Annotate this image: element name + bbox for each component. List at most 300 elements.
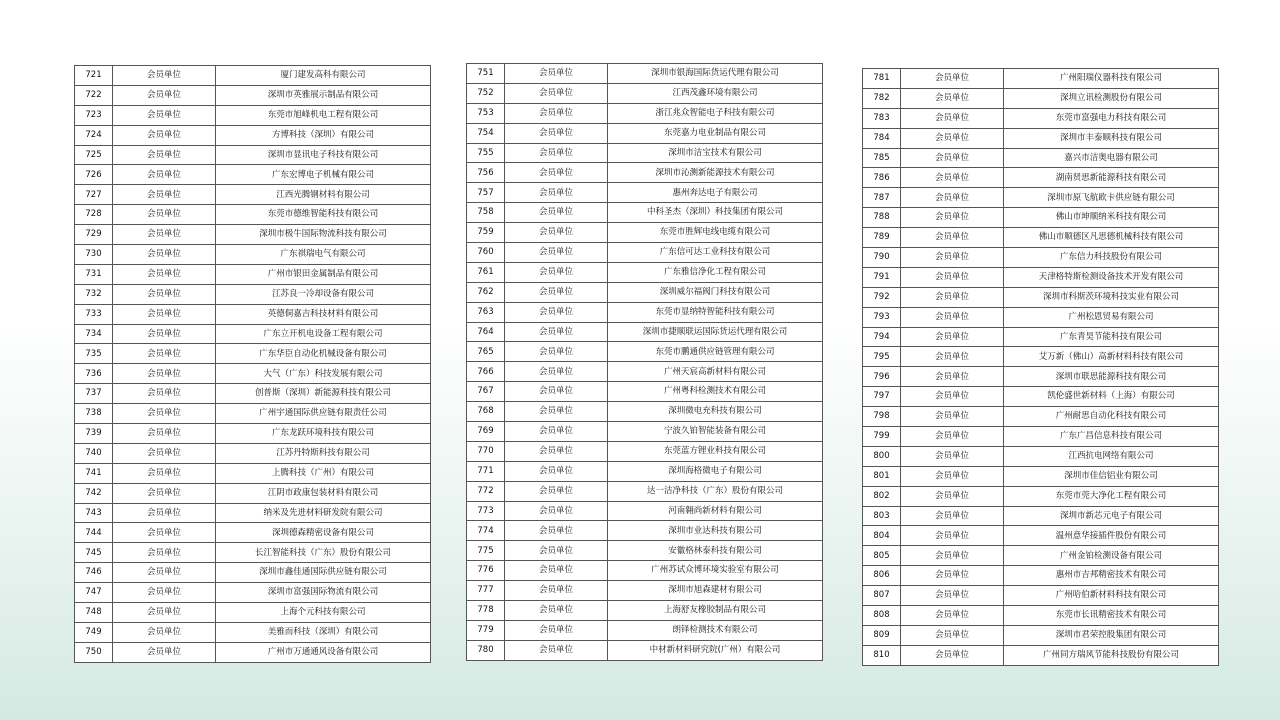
member-type: 会员单位 (901, 427, 1004, 447)
table-row (75, 105, 431, 125)
company-name: 广州粤科检测技术有限公司 (608, 382, 823, 402)
member-type: 会员单位 (505, 422, 608, 442)
member-type: 会员单位 (505, 83, 608, 103)
member-number: 803 (863, 506, 901, 526)
company-name: 深圳市新芯元电子有限公司 (1004, 506, 1219, 526)
company-name: 东莞市鹏通供应链管理有限公司 (608, 342, 823, 362)
table-row (75, 264, 431, 284)
table-row (467, 223, 823, 243)
company-name: 凯伦盛世新材料（上海）有限公司 (1004, 387, 1219, 407)
member-number: 780 (467, 640, 505, 660)
member-type: 会员单位 (505, 640, 608, 660)
table-row (467, 521, 823, 541)
member-type: 会员单位 (113, 563, 216, 583)
company-name: 安徽格林泰科技有限公司 (608, 541, 823, 561)
member-type: 会员单位 (901, 208, 1004, 228)
member-type: 会员单位 (113, 264, 216, 284)
member-number: 747 (75, 583, 113, 603)
member-number: 738 (75, 404, 113, 424)
table-row (75, 523, 431, 543)
member-number: 761 (467, 262, 505, 282)
member-number: 767 (467, 382, 505, 402)
table-row (467, 262, 823, 282)
table-row (75, 125, 431, 145)
member-type: 会员单位 (901, 407, 1004, 427)
company-name: 广州松恩贸易有限公司 (1004, 307, 1219, 327)
member-number: 743 (75, 503, 113, 523)
company-name: 天津格特斯检测设备技术开发有限公司 (1004, 267, 1219, 287)
member-number: 746 (75, 563, 113, 583)
table-row (863, 327, 1219, 347)
company-name: 达一洁净科技（广东）股份有限公司 (608, 481, 823, 501)
table-row (75, 503, 431, 523)
member-number: 787 (863, 188, 901, 208)
member-number: 771 (467, 461, 505, 481)
table-row (75, 384, 431, 404)
table-row (467, 342, 823, 362)
member-type: 会员单位 (901, 148, 1004, 168)
table-row (467, 382, 823, 402)
member-type: 会员单位 (113, 125, 216, 145)
company-name: 湖南贤思新能源科技有限公司 (1004, 168, 1219, 188)
table-row (75, 642, 431, 662)
member-number: 785 (863, 148, 901, 168)
table-row (863, 267, 1219, 287)
table-row (467, 282, 823, 302)
company-name: 东莞嘉力电业制品有限公司 (608, 123, 823, 143)
table-row (467, 541, 823, 561)
table-row (467, 441, 823, 461)
table-row (467, 143, 823, 163)
member-type: 会员单位 (505, 342, 608, 362)
table-row (75, 165, 431, 185)
member-table-1 (74, 65, 431, 663)
member-table-3 (862, 68, 1219, 666)
member-number: 801 (863, 466, 901, 486)
member-type: 会员单位 (901, 347, 1004, 367)
member-type: 会员单位 (113, 324, 216, 344)
member-number: 763 (467, 302, 505, 322)
member-type: 会员单位 (505, 461, 608, 481)
member-type: 会员单位 (505, 561, 608, 581)
company-name: 温州意华接插件股份有限公司 (1004, 526, 1219, 546)
member-table-2 (466, 63, 823, 661)
table-row (75, 583, 431, 603)
member-type: 会员单位 (901, 248, 1004, 268)
table-row (467, 481, 823, 501)
company-name: 江西抗电网络有限公司 (1004, 446, 1219, 466)
member-type: 会员单位 (505, 402, 608, 422)
company-name: 深圳市显讯电子科技有限公司 (216, 145, 431, 165)
member-number: 793 (863, 307, 901, 327)
member-number: 749 (75, 622, 113, 642)
member-type: 会员单位 (901, 287, 1004, 307)
member-type: 会员单位 (505, 243, 608, 263)
company-name: 广东华臣自动化机械设备有限公司 (216, 344, 431, 364)
company-name: 深圳市鑫佳通国际供应链有限公司 (216, 563, 431, 583)
company-name: 惠州奔达电子有限公司 (608, 183, 823, 203)
member-number: 759 (467, 223, 505, 243)
member-type: 会员单位 (113, 642, 216, 662)
member-type: 会员单位 (113, 384, 216, 404)
member-number: 722 (75, 85, 113, 105)
company-name: 深圳海格微电子有限公司 (608, 461, 823, 481)
member-type: 会员单位 (113, 145, 216, 165)
table-row (75, 205, 431, 225)
member-type: 会员单位 (505, 362, 608, 382)
company-name: 广州天宸高新材料有限公司 (608, 362, 823, 382)
company-name: 广州阳瑞仪器科技有限公司 (1004, 69, 1219, 89)
member-type: 会员单位 (505, 64, 608, 84)
member-type: 会员单位 (901, 128, 1004, 148)
member-type: 会员单位 (505, 501, 608, 521)
member-number: 721 (75, 66, 113, 86)
company-name: 深圳市英雅展示制品有限公司 (216, 85, 431, 105)
table-row (863, 367, 1219, 387)
member-type: 会员单位 (113, 404, 216, 424)
member-number: 782 (863, 88, 901, 108)
company-name: 浙江兆众智能电子科技有限公司 (608, 103, 823, 123)
table-row (467, 501, 823, 521)
table-row (467, 601, 823, 621)
table-row (863, 506, 1219, 526)
member-type: 会员单位 (113, 66, 216, 86)
member-number: 765 (467, 342, 505, 362)
member-type: 会员单位 (901, 506, 1004, 526)
company-name: 佛山市坤顺纳米科技有限公司 (1004, 208, 1219, 228)
company-name: 深圳德森精密设备有限公司 (216, 523, 431, 543)
company-name: 深圳市科斯茨环境科技实业有限公司 (1004, 287, 1219, 307)
company-name: 中材新材料研究院(广州）有限公司 (608, 640, 823, 660)
member-number: 797 (863, 387, 901, 407)
member-number: 779 (467, 620, 505, 640)
table-row (75, 483, 431, 503)
table-row (75, 284, 431, 304)
company-name: 佛山市顺德区凡思德机械科技有限公司 (1004, 228, 1219, 248)
member-number: 752 (467, 83, 505, 103)
member-number: 778 (467, 601, 505, 621)
company-name: 广东雅信净化工程有限公司 (608, 262, 823, 282)
member-type: 会员单位 (113, 165, 216, 185)
member-number: 739 (75, 424, 113, 444)
company-name: 东莞市旭峰机电工程有限公司 (216, 105, 431, 125)
member-number: 796 (863, 367, 901, 387)
company-name: 江西光腾钢材料有限公司 (216, 185, 431, 205)
member-number: 734 (75, 324, 113, 344)
member-number: 740 (75, 443, 113, 463)
member-type: 会员单位 (113, 463, 216, 483)
table-row (467, 640, 823, 660)
member-number: 744 (75, 523, 113, 543)
member-type: 会员单位 (113, 185, 216, 205)
member-type: 会员单位 (113, 424, 216, 444)
member-type: 会员单位 (113, 483, 216, 503)
member-type: 会员单位 (113, 622, 216, 642)
member-type: 会员单位 (505, 123, 608, 143)
table-row (75, 622, 431, 642)
member-number: 732 (75, 284, 113, 304)
company-name: 东莞市胜辉电线电缆有限公司 (608, 223, 823, 243)
table-row (467, 243, 823, 263)
table-row (75, 603, 431, 623)
member-number: 737 (75, 384, 113, 404)
member-type: 会员单位 (505, 382, 608, 402)
member-type: 会员单位 (113, 523, 216, 543)
table-row (467, 103, 823, 123)
member-number: 786 (863, 168, 901, 188)
table-row (863, 645, 1219, 665)
company-name: 方博科技（深圳）有限公司 (216, 125, 431, 145)
company-name: 深圳市沁测新能源技术有限公司 (608, 163, 823, 183)
member-type: 会员单位 (901, 606, 1004, 626)
member-number: 748 (75, 603, 113, 623)
table-row (467, 83, 823, 103)
table-row (863, 407, 1219, 427)
member-type: 会员单位 (901, 446, 1004, 466)
member-type: 会员单位 (901, 307, 1004, 327)
member-number: 774 (467, 521, 505, 541)
member-type: 会员单位 (113, 245, 216, 265)
member-number: 770 (467, 441, 505, 461)
company-name: 广州市银田金属制品有限公司 (216, 264, 431, 284)
member-number: 784 (863, 128, 901, 148)
company-name: 东莞蓝方锂业科技有限公司 (608, 441, 823, 461)
member-number: 775 (467, 541, 505, 561)
company-name: 深圳立讯检测股份有限公司 (1004, 88, 1219, 108)
table-row (863, 188, 1219, 208)
member-number: 756 (467, 163, 505, 183)
member-type: 会员单位 (901, 387, 1004, 407)
table-row (467, 322, 823, 342)
table-row (467, 302, 823, 322)
company-name: 美雅而科技（深圳）有限公司 (216, 622, 431, 642)
table-row (75, 85, 431, 105)
member-type: 会员单位 (505, 143, 608, 163)
member-number: 773 (467, 501, 505, 521)
member-number: 805 (863, 546, 901, 566)
table-row (863, 446, 1219, 466)
company-name: 广东信可达工业科技有限公司 (608, 243, 823, 263)
company-name: 深圳市捷顺联运国际货运代理有限公司 (608, 322, 823, 342)
member-number: 741 (75, 463, 113, 483)
table-row (863, 69, 1219, 89)
table-row (75, 404, 431, 424)
table-row (75, 424, 431, 444)
member-number: 727 (75, 185, 113, 205)
table-row (75, 185, 431, 205)
member-number: 794 (863, 327, 901, 347)
member-type: 会员单位 (901, 566, 1004, 586)
member-number: 729 (75, 225, 113, 245)
company-name: 艾万新（佛山）高新材料科技有限公司 (1004, 347, 1219, 367)
member-number: 754 (467, 123, 505, 143)
table-row (863, 108, 1219, 128)
company-name: 东莞市莞大净化工程有限公司 (1004, 486, 1219, 506)
table-row (467, 620, 823, 640)
company-name: 厦门建发高科有限公司 (216, 66, 431, 86)
member-number: 791 (863, 267, 901, 287)
company-name: 上腾科技（广州）有限公司 (216, 463, 431, 483)
member-number: 789 (863, 228, 901, 248)
table-row (467, 203, 823, 223)
table-row (467, 123, 823, 143)
table-row (467, 163, 823, 183)
company-name: 创普斯（深圳）新能源科技有限公司 (216, 384, 431, 404)
table-row (863, 248, 1219, 268)
member-type: 会员单位 (901, 228, 1004, 248)
table-row (467, 461, 823, 481)
company-name: 纳米及先进材料研发院有限公司 (216, 503, 431, 523)
member-number: 733 (75, 304, 113, 324)
company-name: 江阴市政康包装材料有限公司 (216, 483, 431, 503)
member-number: 728 (75, 205, 113, 225)
table-row (75, 145, 431, 165)
member-number: 781 (863, 69, 901, 89)
company-name: 广州哈伯新材料科技有限公司 (1004, 586, 1219, 606)
company-name: 中科圣杰（深圳）科技集团有限公司 (608, 203, 823, 223)
company-name: 广州市万通通风设备有限公司 (216, 642, 431, 662)
company-name: 上海舒友橡胶制品有限公司 (608, 601, 823, 621)
member-number: 792 (863, 287, 901, 307)
member-number: 742 (75, 483, 113, 503)
table-row (467, 422, 823, 442)
table-row (75, 324, 431, 344)
member-type: 会员单位 (901, 168, 1004, 188)
company-name: 广东立开机电设备工程有限公司 (216, 324, 431, 344)
company-name: 东莞市富强电力科技有限公司 (1004, 108, 1219, 128)
company-name: 广州同方瑞风节能科技股份有限公司 (1004, 645, 1219, 665)
table-row (863, 287, 1219, 307)
member-number: 769 (467, 422, 505, 442)
member-number: 731 (75, 264, 113, 284)
company-name: 广州耐思自动化科技有限公司 (1004, 407, 1219, 427)
table-row (863, 566, 1219, 586)
member-number: 725 (75, 145, 113, 165)
member-number: 768 (467, 402, 505, 422)
company-name: 深圳威尔福阀门科技有限公司 (608, 282, 823, 302)
member-number: 753 (467, 103, 505, 123)
company-name: 广州苏试众博环境实验室有限公司 (608, 561, 823, 581)
member-type: 会员单位 (113, 443, 216, 463)
table-row (863, 347, 1219, 367)
member-type: 会员单位 (505, 262, 608, 282)
table-row (863, 427, 1219, 447)
company-name: 宁波久铂智能装备有限公司 (608, 422, 823, 442)
company-name: 广东广昌信息科技有限公司 (1004, 427, 1219, 447)
table-row (75, 543, 431, 563)
table-row (863, 486, 1219, 506)
company-name: 深圳市旭森建材有限公司 (608, 581, 823, 601)
table-row (75, 304, 431, 324)
member-number: 809 (863, 625, 901, 645)
company-name: 东莞市长讯精密技术有限公司 (1004, 606, 1219, 626)
table-row (467, 64, 823, 84)
member-type: 会员单位 (113, 284, 216, 304)
company-name: 江苏良一冷却设备有限公司 (216, 284, 431, 304)
member-type: 会员单位 (505, 541, 608, 561)
member-type: 会员单位 (113, 205, 216, 225)
company-name: 广州金铂检测设备有限公司 (1004, 546, 1219, 566)
company-name: 深圳市极牛国际物流科技有限公司 (216, 225, 431, 245)
company-name: 广东宏博电子机械有限公司 (216, 165, 431, 185)
member-type: 会员单位 (505, 581, 608, 601)
member-type: 会员单位 (505, 441, 608, 461)
table-row (863, 148, 1219, 168)
company-name: 深圳市业达科技有限公司 (608, 521, 823, 541)
member-number: 772 (467, 481, 505, 501)
member-number: 726 (75, 165, 113, 185)
member-number: 788 (863, 208, 901, 228)
member-number: 745 (75, 543, 113, 563)
member-number: 757 (467, 183, 505, 203)
member-number: 760 (467, 243, 505, 263)
table-row (75, 66, 431, 86)
company-name: 深圳市银海国际货运代理有限公司 (608, 64, 823, 84)
member-type: 会员单位 (113, 503, 216, 523)
member-type: 会员单位 (901, 526, 1004, 546)
member-number: 736 (75, 364, 113, 384)
company-name: 广东信力科技股份有限公司 (1004, 248, 1219, 268)
member-type: 会员单位 (901, 466, 1004, 486)
table-row (863, 625, 1219, 645)
member-type: 会员单位 (113, 85, 216, 105)
table-row (467, 402, 823, 422)
table-row (75, 563, 431, 583)
member-type: 会员单位 (901, 546, 1004, 566)
table-row (75, 245, 431, 265)
member-number: 783 (863, 108, 901, 128)
member-type: 会员单位 (505, 282, 608, 302)
member-type: 会员单位 (113, 225, 216, 245)
member-number: 751 (467, 64, 505, 84)
member-number: 806 (863, 566, 901, 586)
member-type: 会员单位 (505, 183, 608, 203)
member-type: 会员单位 (901, 586, 1004, 606)
company-name: 东莞市德维智能科技有限公司 (216, 205, 431, 225)
member-number: 762 (467, 282, 505, 302)
table-row (75, 443, 431, 463)
company-name: 英德侗嘉吉科技材料有限公司 (216, 304, 431, 324)
table-row (863, 307, 1219, 327)
member-number: 804 (863, 526, 901, 546)
member-type: 会员单位 (901, 625, 1004, 645)
member-number: 799 (863, 427, 901, 447)
company-name: 上海个元科技有限公司 (216, 603, 431, 623)
member-number: 730 (75, 245, 113, 265)
member-type: 会员单位 (901, 188, 1004, 208)
member-type: 会员单位 (113, 543, 216, 563)
table-row (467, 581, 823, 601)
member-number: 723 (75, 105, 113, 125)
table-row (75, 225, 431, 245)
member-number: 810 (863, 645, 901, 665)
member-number: 766 (467, 362, 505, 382)
table-row (863, 387, 1219, 407)
member-type: 会员单位 (505, 163, 608, 183)
company-name: 广东龙跃环境科技有限公司 (216, 424, 431, 444)
member-type: 会员单位 (505, 302, 608, 322)
table-row (75, 463, 431, 483)
company-name: 深圳市富强国际物流有限公司 (216, 583, 431, 603)
company-name: 广州宇通国际供应链有限责任公司 (216, 404, 431, 424)
company-name: 深圳市丰泰顺科技有限公司 (1004, 128, 1219, 148)
company-name: 嘉兴市洁奥电器有限公司 (1004, 148, 1219, 168)
table-row (467, 561, 823, 581)
member-number: 724 (75, 125, 113, 145)
member-number: 735 (75, 344, 113, 364)
member-type: 会员单位 (901, 645, 1004, 665)
member-type: 会员单位 (505, 521, 608, 541)
